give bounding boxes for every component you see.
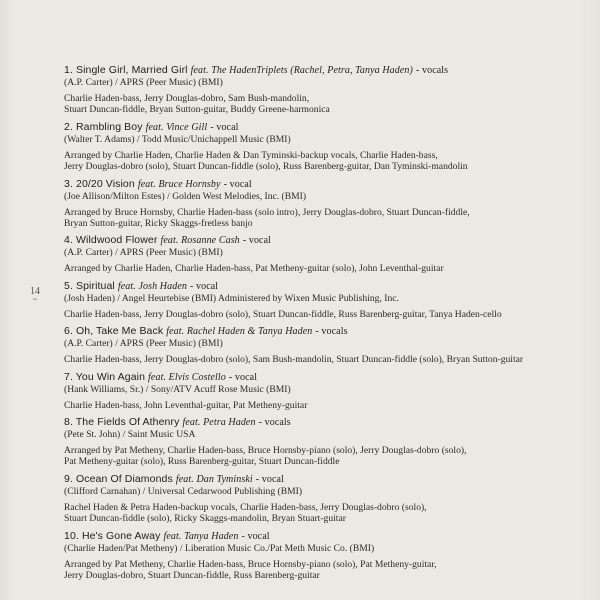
- track-featuring: feat. Tanya Haden: [163, 530, 239, 542]
- track-heading: [64, 371, 584, 384]
- track-title: Wildwood Flower: [76, 234, 158, 247]
- track-entry-8: [64, 416, 584, 468]
- track-heading: [64, 64, 584, 77]
- track-heading: [64, 234, 584, 247]
- track-credits: [64, 150, 584, 173]
- credit-line: Jerry Douglas-dobro (solo), Stuart Duncan-fiddle (solo), Russ Barenberg-guitar, Dan Tyminski-mandolin: [64, 161, 468, 173]
- credit-line: Charlie Haden-bass, Jerry Douglas-dobro, Sam Bush-mandolin,: [64, 93, 310, 104]
- track-role: - vocal: [228, 371, 258, 383]
- track-title: Rambling Boy: [76, 120, 143, 133]
- track-credits: [64, 445, 584, 468]
- track-title: 20/20 Vision: [76, 177, 135, 190]
- track-publisher: (Clifford Carnahan) / Universal Cedarwood Publishing (BMI): [64, 485, 303, 497]
- track-credits: [64, 502, 584, 525]
- track-featuring: feat. Elvis Costello: [148, 371, 226, 383]
- track-role: - vocal: [241, 530, 270, 542]
- credit-line: Stuart Duncan-fiddle (solo), Ricky Skaggs-mandolin, Bryan Stuart-guitar: [64, 513, 346, 525]
- track-number: 6.: [64, 325, 73, 338]
- track-title: Oh, Take Me Back: [76, 325, 164, 338]
- credit-line: Charlie Haden-bass, Jerry Douglas-dobro (solo), Stuart Duncan-fiddle, Russ Barenberg-guitar, Tanya Haden-cello: [64, 308, 502, 320]
- credit-line: Arranged by Pat Metheny, Charlie Haden-bass, Bruce Hornsby-piano (solo), Pat Metheny-guitar,: [64, 558, 437, 570]
- track-featuring: feat. Petra Haden: [182, 417, 256, 429]
- track-heading: [64, 121, 584, 134]
- track-role: - vocal: [255, 473, 284, 485]
- credit-line: Arranged by Charlie Haden, Charlie Haden & Dan Tyminski-backup vocals, Charlie Haden-bass,: [64, 149, 438, 161]
- credit-line: Arranged by Charlie Haden, Charlie Haden-bass, Pat Metheny-guitar (solo), John Leventhal-guitar: [64, 263, 444, 275]
- track-heading: [64, 325, 584, 338]
- track-heading: [64, 280, 584, 293]
- track-featuring: feat. Rachel Haden & Tanya Haden: [166, 326, 313, 338]
- track-credits: [64, 263, 584, 274]
- track-publisher: (Hank Williams, Sr.) / Sony/ATV Acuff Rose Music (BMI): [64, 383, 291, 395]
- track-publisher: (Walter T. Adams) / Todd Music/Unichappell Music (BMI): [64, 133, 291, 145]
- track-featuring: feat. Vince Gill: [145, 121, 208, 133]
- track-featuring: feat. Josh Haden: [117, 280, 187, 292]
- track-entry-5: [64, 280, 584, 320]
- track-role: - vocals: [258, 417, 291, 429]
- credit-line: Rachel Haden & Petra Haden-backup vocals, Charlie Haden-bass, Jerry Douglas-dobro (solo),: [64, 501, 427, 513]
- credit-line: Jerry Douglas-dobro, Stuart Duncan-fiddle, Russ Barenberg-guitar: [64, 570, 320, 582]
- track-title: Ocean Of Diamonds: [76, 472, 173, 485]
- track-credits: [64, 93, 584, 116]
- track-number: 10.: [64, 529, 79, 542]
- track-number: 9.: [64, 472, 73, 485]
- track-featuring: feat. Rosanne Cash: [160, 235, 240, 247]
- page-number: [30, 286, 40, 303]
- track-entry-1: [64, 64, 584, 116]
- credit-line: Arranged by Pat Metheny, Charlie Haden-bass, Bruce Hornsby-piano (solo), Jerry Douglas-dobro (solo),: [64, 445, 467, 457]
- track-title: Single Girl, Married Girl: [76, 64, 188, 76]
- credit-line: Charlie Haden-bass, John Leventhal-guitar, Pat Metheny-guitar: [64, 399, 308, 411]
- track-credits: [64, 354, 584, 365]
- credit-line: Pat Metheny-guitar (solo), Russ Barenberg-guitar, Stuart Duncan-fiddle: [64, 456, 340, 468]
- credit-line: Arranged by Bruce Hornsby, Charlie Haden-bass (solo intro), Jerry Douglas-dobro, Stuart Duncan-fiddle,: [64, 206, 470, 218]
- track-heading: [64, 473, 584, 486]
- track-number: 8.: [64, 416, 73, 429]
- credit-line: Bryan Sutton-guitar, Ricky Skaggs-fretless banjo: [64, 218, 253, 230]
- track-publisher: (A.P. Carter) / APRS (Peer Music) (BMI): [64, 247, 223, 259]
- credit-line: Charlie Haden-bass, Jerry Douglas-dobro (solo), Sam Bush-mandolin, Stuart Duncan-fiddle (solo), Bryan Sutton-guitar: [64, 354, 524, 366]
- track-role: - vocals: [315, 326, 348, 338]
- track-heading: [64, 178, 584, 191]
- track-featuring: feat. The HadenTriplets (Rachel, Petra, Tanya Haden): [190, 65, 413, 76]
- track-entry-9: [64, 473, 584, 525]
- track-title: The Fields Of Athenry: [75, 416, 180, 429]
- page-number-value: 14: [30, 286, 40, 297]
- track-entry-7: [64, 371, 584, 411]
- track-credits: [64, 309, 584, 320]
- track-heading: [64, 416, 584, 429]
- track-credits: [64, 559, 584, 582]
- track-number: 4.: [64, 234, 73, 247]
- track-featuring: feat. Dan Tyminski: [175, 473, 253, 485]
- track-publisher: (A.P. Carter) / APRS (Peer Music) (BMI): [64, 77, 223, 88]
- track-title: He's Gone Away: [81, 529, 161, 542]
- track-role: - vocal: [242, 235, 271, 247]
- track-featuring: feat. Bruce Hornsby: [137, 178, 221, 190]
- track-entry-2: [64, 121, 584, 173]
- track-publisher: (A.P. Carter) / APRS (Peer Music) (BMI): [64, 338, 223, 350]
- credit-line: Stuart Duncan-fiddle, Bryan Sutton-guitar, Buddy Greene-harmonica: [64, 104, 330, 116]
- track-entry-4: [64, 234, 584, 274]
- track-publisher: (Pete St. John) / Saint Music USA: [64, 429, 196, 441]
- track-list: [64, 64, 584, 587]
- track-entry-10: [64, 530, 584, 582]
- track-title: Spiritual: [76, 279, 115, 292]
- track-credits: [64, 207, 584, 230]
- track-publisher: (Joe Allison/Milton Estes) / Golden West Melodies, Inc. (BMI): [64, 190, 307, 202]
- track-publisher: (Charlie Haden/Pat Metheny) / Liberation Music Co./Pat Meth Music Co. (BMI): [64, 542, 375, 554]
- track-role: - vocal: [210, 121, 239, 133]
- track-number: 3.: [64, 177, 73, 190]
- track-role: - vocal: [223, 178, 252, 190]
- track-entry-3: [64, 178, 584, 230]
- track-number: 7.: [64, 370, 73, 383]
- page-number-mark: ~: [32, 295, 38, 304]
- track-publisher: (Josh Haden) / Angel Heurtebise (BMI) Administered by Wixen Music Publishing, Inc.: [64, 292, 399, 304]
- track-role: - vocals: [415, 65, 449, 76]
- track-heading: [64, 530, 584, 543]
- track-number: 2.: [64, 120, 73, 133]
- track-role: - vocal: [190, 280, 219, 292]
- track-number: 1.: [64, 64, 73, 76]
- track-title: You Win Again: [75, 370, 146, 383]
- track-credits: [64, 400, 584, 411]
- track-number: 5.: [64, 279, 73, 292]
- track-entry-6: [64, 325, 584, 365]
